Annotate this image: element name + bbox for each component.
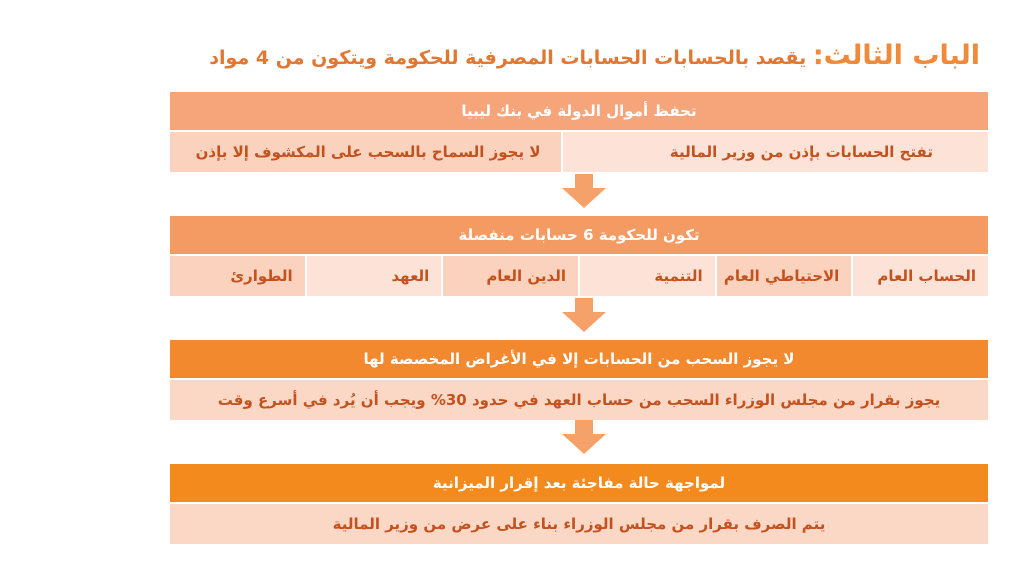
page-title	[150, 40, 980, 71]
section-1-header: تحفظ أموال الدولة في بنك ليبيا	[170, 92, 988, 132]
account-item: الاحتياطي العام	[715, 256, 852, 296]
flow-arrow-1-stem	[575, 174, 593, 188]
title-sub: يقصد بالحسابات الحسابات المصرفية للحكومة ويتكون من 4 مواد	[209, 47, 813, 69]
flow-arrow-1	[562, 188, 606, 208]
section-1	[170, 92, 988, 172]
flow-arrow-2-stem	[575, 298, 593, 312]
section-1-item: لا يجوز السماح بالسحب على المكشوف إلا بإذن	[170, 132, 561, 172]
flow-arrow-2	[562, 312, 606, 332]
section-4	[170, 464, 988, 544]
section-2-row	[170, 256, 988, 296]
section-4-body: يتم الصرف بقرار من مجلس الوزراء بناء على عرض من وزير المالية	[170, 504, 988, 544]
section-3	[170, 340, 988, 420]
account-item: الدين العام	[441, 256, 578, 296]
account-item: الطوارئ	[170, 256, 305, 296]
account-item: العهد	[305, 256, 442, 296]
section-3-header: لا يجوز السحب من الحسابات إلا في الأغراض المخصصة لها	[170, 340, 988, 380]
section-1-item: تفتح الحسابات بإذن من وزير المالية	[561, 132, 989, 172]
account-item: التنمية	[578, 256, 715, 296]
flow-arrow-3	[562, 434, 606, 454]
account-item: الحساب العام	[851, 256, 988, 296]
section-2	[170, 216, 988, 296]
section-3-body: يجوز بقرار من مجلس الوزراء السحب من حساب العهد في حدود 30% ويجب أن يُرد في أسرع وقت	[170, 380, 988, 420]
title-main: الباب الثالث:	[812, 40, 980, 71]
section-2-header: تكون للحكومة 6 حسابات منفصلة	[170, 216, 988, 256]
section-1-row	[170, 132, 988, 172]
flow-arrow-3-stem	[575, 420, 593, 434]
section-4-header: لمواجهة حالة مفاجئة بعد إقرار الميزانية	[170, 464, 988, 504]
